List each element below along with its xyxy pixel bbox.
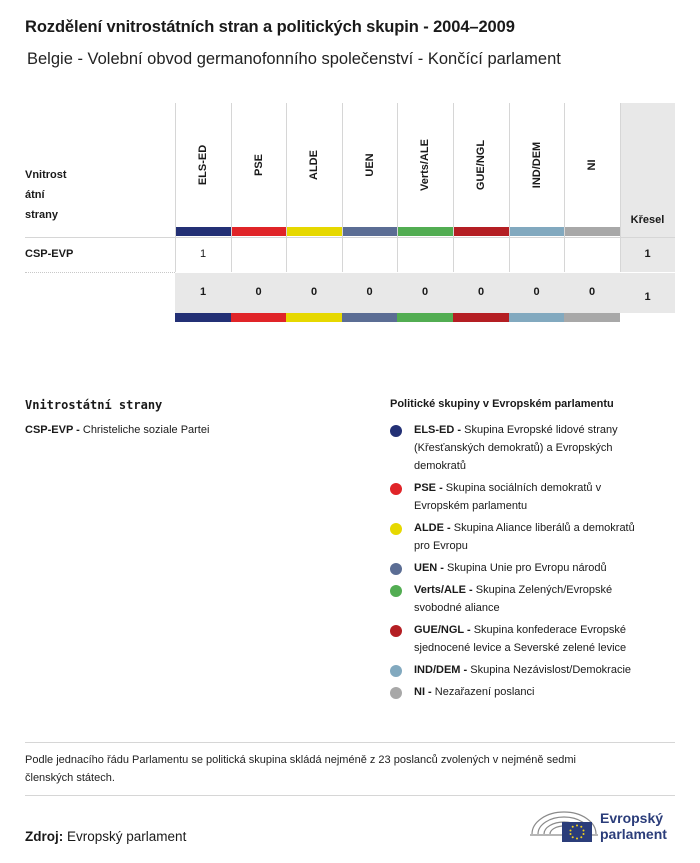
group-legend-text xyxy=(414,421,680,475)
row-seats-value: 1 xyxy=(644,248,651,260)
logo-text: Evropský parlament xyxy=(600,810,667,842)
color-bar-ind-dem xyxy=(509,313,564,322)
column-divider xyxy=(397,103,398,272)
group-legend-abbr: ALDE - xyxy=(414,522,451,534)
party-row-label: CSP-EVP xyxy=(25,248,74,260)
table-cell: 1 xyxy=(199,248,207,260)
column-divider xyxy=(453,103,454,272)
group-header-verts-ale xyxy=(397,103,453,227)
group-legend-desc: Skupina Zelených/Evropské xyxy=(475,584,613,596)
group-legend-desc: Skupina Nezávislost/Demokracie xyxy=(470,664,632,676)
row-divider-dotted xyxy=(25,272,175,273)
group-legend-desc: Skupina sociálních demokratů v xyxy=(445,482,602,494)
group-legend-line xyxy=(414,621,680,639)
group-legend-line xyxy=(414,497,680,515)
page-subtitle: Belgie - Volební obvod germanofonního společenství - Končící parlament xyxy=(27,50,561,68)
group-legend-text xyxy=(414,479,680,515)
group-legend-desc: Skupina Aliance liberálů a demokratů xyxy=(453,522,635,534)
color-dot-icon xyxy=(390,523,402,535)
total-cell: 0 xyxy=(533,286,540,298)
color-bar-gue-ngl xyxy=(453,227,509,236)
column-divider xyxy=(620,103,621,272)
color-bar-els-ed xyxy=(175,227,231,236)
group-legend-abbr: GUE/NGL - xyxy=(414,624,471,636)
group-legend-text xyxy=(414,683,680,701)
footnote-divider-top xyxy=(25,742,675,743)
group-legend-desc: Skupina konfederace Evropské xyxy=(473,624,626,636)
group-legend-desc: Nezařazení poslanci xyxy=(434,686,535,698)
column-divider xyxy=(175,103,176,272)
color-bar-pse xyxy=(231,227,286,236)
group-header-label: IND/DEM xyxy=(530,141,543,189)
group-legend-abbr: PSE - xyxy=(414,482,443,494)
group-legend-abbr: Verts/ALE - xyxy=(414,584,473,596)
national-party-legend-item: CSP-EVP - Christeliche soziale Partei xyxy=(25,424,210,436)
color-dot-icon xyxy=(390,687,402,699)
group-header-ind-dem xyxy=(509,103,564,227)
group-header-gue-ngl xyxy=(453,103,509,227)
group-legend-desc: pro Evropu xyxy=(414,540,468,552)
source: Zdroj: Evropský parlament xyxy=(25,829,187,844)
seats-header: Křesel xyxy=(630,214,665,226)
group-legend-line xyxy=(414,599,680,617)
footnote-divider-bottom xyxy=(25,795,675,796)
group-legend-line xyxy=(414,439,680,457)
group-legend-desc: svobodné aliance xyxy=(414,602,500,614)
total-cell: 0 xyxy=(366,286,373,298)
column-divider xyxy=(286,103,287,272)
color-bar-verts-ale xyxy=(397,227,453,236)
group-header-label: NI xyxy=(586,159,598,171)
color-dot-icon xyxy=(390,563,402,575)
total-cell: 0 xyxy=(310,286,318,298)
group-legend-desc: demokratů xyxy=(414,460,466,472)
color-bar-alde xyxy=(286,227,342,236)
group-legend-desc: Skupina Unie pro Evropu národů xyxy=(447,562,607,574)
national-parties-legend-title: Vnitrostátní strany xyxy=(25,398,163,412)
column-divider xyxy=(564,103,565,272)
totals-seats-value: 1 xyxy=(644,291,651,303)
color-bar-ni xyxy=(564,313,620,322)
group-header-pse xyxy=(231,103,286,227)
color-bar-verts-ale xyxy=(397,313,453,322)
group-header-label: GUE/NGL xyxy=(475,139,487,191)
group-header-label: ELS-ED xyxy=(197,144,209,186)
group-legend-abbr: IND/DEM - xyxy=(414,664,468,676)
group-legend-desc: Evropském parlamentu xyxy=(414,500,528,512)
group-legend-line xyxy=(414,537,680,555)
group-legend-text xyxy=(414,519,680,555)
group-legend-text xyxy=(414,581,680,617)
group-legend-abbr: NI - xyxy=(414,686,432,698)
color-bar-ind-dem xyxy=(509,227,564,236)
group-legend-abbr: UEN - xyxy=(414,562,444,574)
group-legend-desc: sjednocené levice a Severské zelené levice xyxy=(414,642,627,654)
group-legend-text xyxy=(414,559,680,577)
color-bar-ni xyxy=(564,227,620,236)
color-dot-icon xyxy=(390,585,402,597)
color-bar-uen xyxy=(342,227,397,236)
group-legend-line xyxy=(414,519,680,537)
column-divider xyxy=(342,103,343,272)
column-divider xyxy=(509,103,510,272)
page-title: Rozdělení vnitrostátních stran a politických skupin - 2004–2009 xyxy=(25,18,515,36)
total-cell: 0 xyxy=(477,286,485,298)
color-dot-icon xyxy=(390,625,402,637)
total-cell: 1 xyxy=(199,286,207,298)
color-bar-pse xyxy=(231,313,286,322)
group-header-label: UEN xyxy=(363,153,376,177)
column-divider xyxy=(231,103,232,272)
color-bar-uen xyxy=(342,313,397,322)
row-divider xyxy=(25,237,675,238)
group-legend-line xyxy=(414,581,680,599)
group-legend-line xyxy=(414,683,680,701)
group-header-label: ALDE xyxy=(308,150,320,180)
total-cell: 0 xyxy=(588,286,596,298)
total-cell: 0 xyxy=(421,286,429,298)
group-legend-desc: Skupina Evropské lidové strany xyxy=(464,424,618,436)
group-legend-text xyxy=(414,661,680,679)
political-groups-legend-title: Politické skupiny v Evropském parlamentu xyxy=(390,398,614,410)
group-legend-abbr: ELS-ED - xyxy=(414,424,462,436)
color-bar-alde xyxy=(286,313,342,322)
group-header-uen xyxy=(342,103,397,227)
total-cell: 0 xyxy=(255,286,262,298)
group-header-alde xyxy=(286,103,342,227)
color-dot-icon xyxy=(390,483,402,495)
group-legend-text xyxy=(414,621,680,657)
group-legend-line xyxy=(414,457,680,475)
group-legend-desc: (Křesťanských demokratů) a Evropských xyxy=(414,442,613,454)
group-legend-line xyxy=(414,661,680,679)
color-bar-gue-ngl xyxy=(453,313,509,322)
color-dot-icon xyxy=(390,425,402,437)
group-legend-line xyxy=(414,479,680,497)
footnote: Podle jednacího řádu Parlamentu se politická skupina skládá nejméně z 23 poslanců zvolených v nejméně sedmi členských státech. xyxy=(25,754,576,784)
group-legend-line xyxy=(414,421,680,439)
group-header-els-ed xyxy=(175,103,231,227)
national-parties-header: Vnitrost átní strany xyxy=(25,169,67,221)
group-header-ni xyxy=(564,103,620,227)
color-dot-icon xyxy=(390,665,402,677)
color-bar-els-ed xyxy=(175,313,231,322)
group-legend-line xyxy=(414,639,680,657)
group-header-label: Verts/ALE xyxy=(419,139,431,191)
group-header-label: PSE xyxy=(252,153,265,177)
group-legend-line xyxy=(414,559,680,577)
